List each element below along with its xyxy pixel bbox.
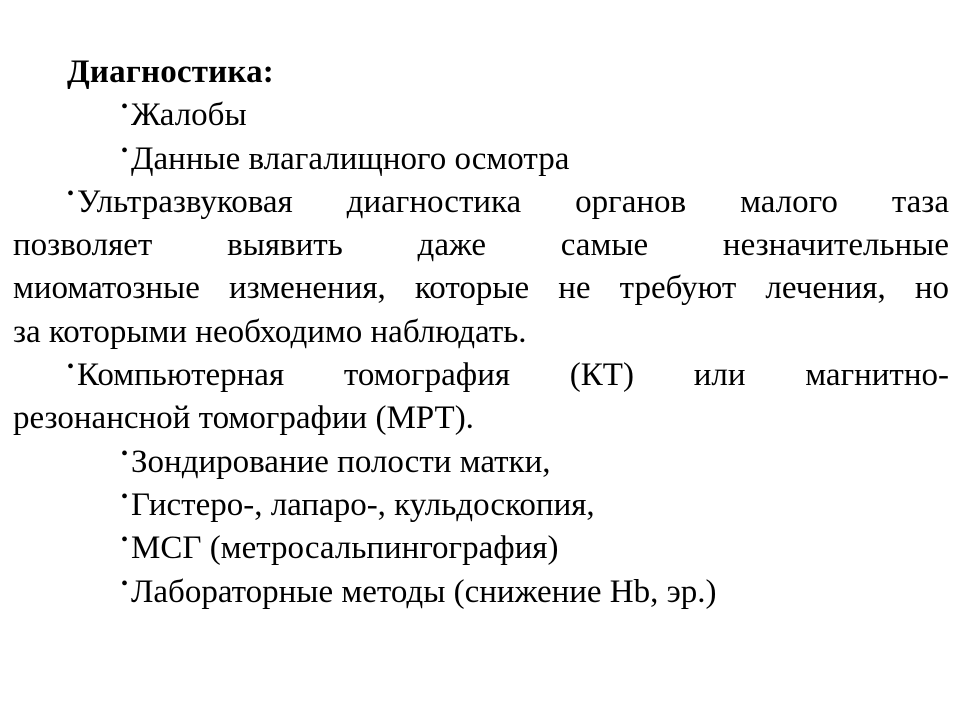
bullet-icon: • — [67, 182, 75, 205]
slide-content — [13, 51, 949, 614]
list-item — [13, 354, 949, 441]
list-item-line: резонансной томографии (МРТ). — [13, 400, 474, 437]
list-item-text: Зондирование полости матки, — [131, 443, 551, 480]
bullet-icon: • — [121, 529, 129, 552]
list-item — [13, 181, 949, 354]
list-item-text: Данные влагалищного осмотра — [131, 140, 570, 177]
slide-title: Диагностика: — [67, 54, 274, 90]
list-item-line: за которыми необходимо наблюдать. — [13, 313, 527, 350]
list-item — [13, 138, 949, 181]
list-item-text: Гистеро-, лапаро-, кульдоскопия, — [131, 486, 595, 523]
list-item — [13, 94, 949, 137]
list-item — [13, 527, 949, 570]
list-item-text: Лабораторные методы (снижение Hb, эр.) — [131, 573, 717, 610]
list-item-text: МСГ (метросальпингография) — [131, 530, 559, 567]
list-item-line: миоматозные изменения, которые не требуют лечения, но — [13, 270, 949, 307]
bullet-icon: • — [121, 572, 129, 595]
list-item — [13, 441, 949, 484]
bullet-icon: • — [121, 442, 129, 465]
bullet-icon: • — [121, 96, 129, 119]
list-item-line — [13, 181, 949, 224]
bullet-icon: • — [67, 356, 75, 379]
list-item-line: позволяет выявить даже самые незначительные — [13, 227, 949, 264]
bullet-icon: • — [121, 485, 129, 508]
list-item-text: Жалобы — [131, 97, 247, 134]
list-item-text: Ультразвуковая диагностика органов малого таза — [77, 183, 949, 220]
list-item — [13, 484, 949, 527]
bullet-icon: • — [121, 139, 129, 162]
list-item — [13, 571, 949, 614]
list-item-line — [13, 354, 949, 397]
list-item-text: Компьютерная томография (КТ) или магнитно- — [77, 357, 949, 394]
